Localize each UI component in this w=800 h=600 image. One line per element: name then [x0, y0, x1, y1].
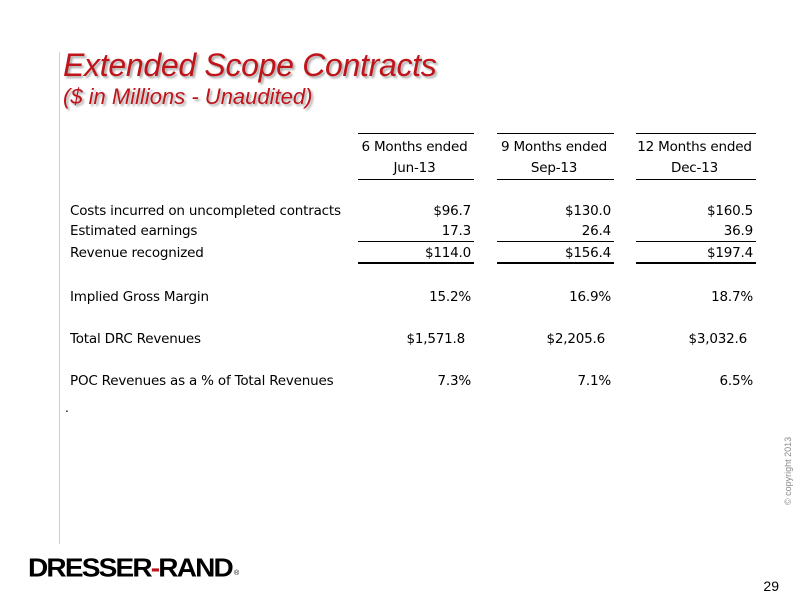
- table-cell: $1,571.8: [406, 331, 465, 347]
- logo-text-right: RAND: [158, 553, 232, 582]
- column-header-2-line1: 9 Months ended: [500, 139, 608, 155]
- subtotal-rule-col2: [497, 241, 614, 242]
- header-bottom-rule-col1: [358, 179, 474, 180]
- column-header-3-line2: Dec-13: [671, 160, 718, 176]
- subtotal-rule-col3: [636, 241, 756, 242]
- table-cell: $114.0: [424, 245, 471, 261]
- column-header-3-line1: 12 Months ended: [637, 139, 752, 155]
- company-logo: [28, 552, 239, 582]
- table-cell: $3,032.6: [688, 331, 747, 347]
- logo-text-left: DRESSER: [28, 553, 151, 582]
- table-cell: 36.9: [723, 223, 753, 239]
- total-rule-col1: [358, 262, 474, 264]
- table-cell: 15.2%: [429, 289, 471, 305]
- table-cell: 7.1%: [577, 373, 611, 389]
- subtotal-rule-col1: [358, 241, 474, 242]
- table-cell: 26.4: [581, 223, 611, 239]
- table-cell: $2,205.6: [546, 331, 605, 347]
- slide-subtitle: ($ in Millions - Unaudited): [63, 84, 313, 109]
- page-number: 29: [763, 578, 779, 594]
- table-row-label: Estimated earnings: [70, 223, 198, 239]
- header-bottom-rule-col3: [636, 179, 756, 180]
- column-header-1-line2: Jun-13: [393, 160, 436, 176]
- header-top-rule-col2: [497, 133, 614, 134]
- footnote-mark: .: [65, 401, 69, 415]
- logo-wordmark: [28, 554, 232, 582]
- registered-mark: ®: [233, 570, 240, 577]
- table-cell: 18.7%: [711, 289, 753, 305]
- copyright-notice: © copyright 2013: [783, 436, 793, 505]
- header-top-rule-col1: [358, 133, 474, 134]
- table-cell: $156.4: [564, 245, 611, 261]
- header-top-rule-col3: [636, 133, 756, 134]
- header-bottom-rule-col2: [497, 179, 614, 180]
- table-cell: $197.4: [706, 245, 753, 261]
- table-row-label: Costs incurred on uncompleted contracts: [70, 203, 341, 219]
- slide-title: Extended Scope Contracts: [63, 47, 437, 83]
- table-cell: 16.9%: [569, 289, 611, 305]
- table-cell: 7.3%: [437, 373, 471, 389]
- table-row-label: Implied Gross Margin: [70, 289, 209, 305]
- table-cell: $96.7: [433, 203, 471, 219]
- column-header-2-line2: Sep-13: [530, 160, 578, 176]
- table-row-label: POC Revenues as a % of Total Revenues: [70, 373, 334, 389]
- column-header-1-line1: 6 Months ended: [361, 139, 468, 155]
- table-cell: $160.5: [706, 203, 753, 219]
- logo-dash: -: [150, 553, 159, 582]
- table-cell: $130.0: [564, 203, 611, 219]
- total-rule-col2: [497, 262, 614, 264]
- table-cell: 6.5%: [719, 373, 753, 389]
- table-cell: 17.3: [441, 223, 471, 239]
- table-row-label: Total DRC Revenues: [70, 331, 201, 347]
- total-rule-col3: [636, 262, 756, 264]
- table-row-label: Revenue recognized: [70, 245, 204, 261]
